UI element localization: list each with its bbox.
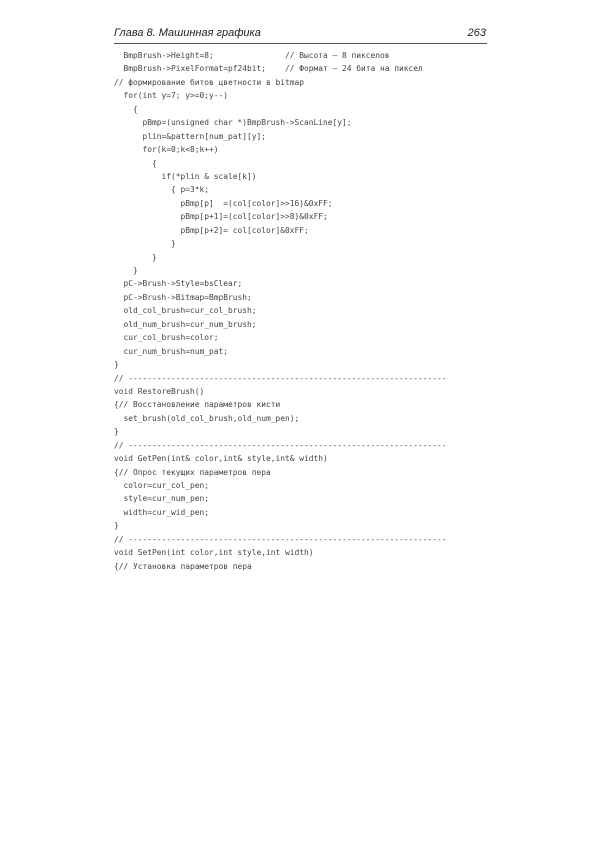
code-line: style=cur_num_pen;: [114, 494, 210, 504]
code-line: cur_num_brush=num_pat;: [114, 346, 229, 356]
code-line: for(k=0;k<8;k++): [114, 145, 219, 155]
code-line: if(*plin & scale[k]): [114, 171, 257, 181]
code-line: }: [114, 252, 157, 262]
code-line: void SetPen(int color,int style,int width): [114, 548, 314, 558]
code-line: pBmp=(unsigned char *)BmpBrush->ScanLine[y];: [114, 118, 352, 128]
code-line: cur_col_brush=color;: [114, 333, 219, 343]
code-line: }: [114, 521, 119, 531]
code-line: pBmp[p] =(col[color]>>16)&0xFF;: [114, 198, 333, 208]
code-line: // -------------------------------------------------------------------: [114, 534, 447, 544]
code-line: plin=&pattern[num_pat][y];: [114, 131, 267, 141]
header-rule: [114, 43, 487, 44]
code-line: void GetPen(int& color,int& style,int& width): [114, 454, 328, 464]
code-line: { p=3*k;: [114, 185, 210, 195]
code-line: }: [114, 266, 138, 275]
code-line: {// Восстановление параметров кисти: [114, 400, 281, 410]
code-line: {: [114, 158, 157, 168]
code-line: }: [114, 239, 176, 249]
code-line: old_num_brush=cur_num_brush;: [114, 319, 257, 329]
code-line: pC->Brush->Bitmap=BmpBrush;: [114, 292, 252, 302]
code-line: {// Опрос текущих параметров пера: [114, 467, 271, 477]
code-line: BmpBrush->Height=8; // Высота — 8 пикселов: [114, 51, 390, 60]
code-line: {// Установка параметров пера: [114, 561, 252, 571]
code-line: pC->Brush->Style=bsClear;: [114, 279, 243, 289]
code-line: pBmp[p+2]= col[color]&0xFF;: [114, 225, 309, 235]
code-line: pBmp[p+1]=(col[color]>>8)&0xFF;: [114, 212, 328, 222]
code-line: old_col_brush=cur_col_brush;: [114, 306, 257, 316]
code-listing: [114, 49, 494, 573]
code-line: }: [114, 360, 119, 370]
code-line: // -------------------------------------------------------------------: [114, 373, 447, 383]
page-number: 263: [467, 27, 486, 39]
code-line: for(int y=7; y>=0;y--): [114, 91, 229, 101]
running-header: [114, 27, 486, 43]
code-line: // -------------------------------------------------------------------: [114, 440, 447, 450]
code-line: void RestoreBrush(): [114, 386, 205, 396]
chapter-title: Глава 8. Машинная графика: [114, 27, 261, 39]
code-line: // формирование битов цветности в bitmap: [114, 77, 305, 87]
code-line: BmpBrush->PixelFormat=pf24bit; // Формат — 24 бита на пиксел: [114, 64, 423, 74]
code-line: set_brush(old_col_brush,old_num_pen);: [114, 413, 300, 423]
code-line: color=cur_col_pen;: [114, 481, 210, 490]
code-line: {: [114, 104, 138, 114]
code-line: width=cur_wid_pen;: [114, 507, 210, 517]
code-line: }: [114, 427, 119, 437]
